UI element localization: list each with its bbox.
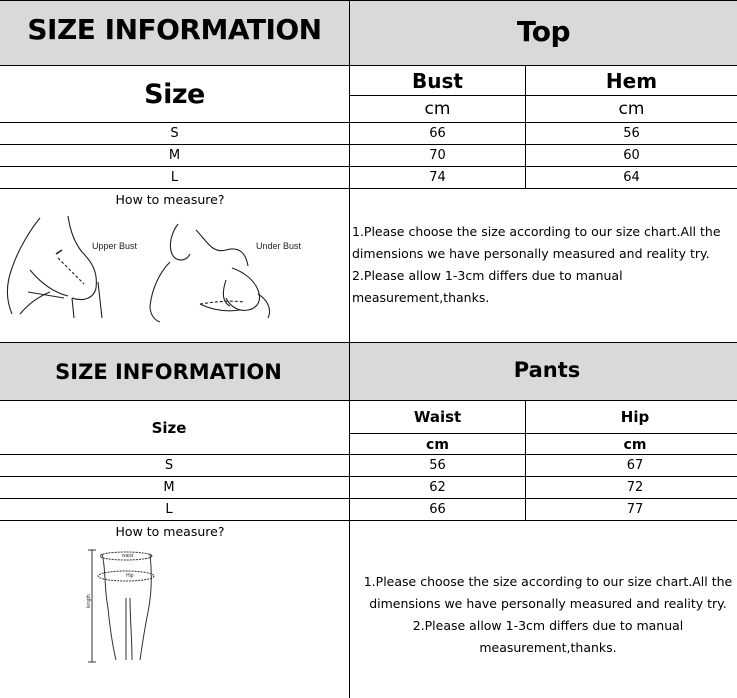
pants-heading: SIZE INFORMATION xyxy=(55,359,282,384)
table-row-size: S xyxy=(164,458,174,473)
table-cell: 66 xyxy=(429,126,446,141)
table-cell: 74 xyxy=(429,170,446,185)
top-heading: SIZE INFORMATION xyxy=(27,12,322,46)
pants-col-hip: Hip xyxy=(620,408,650,426)
pants-note-2: 2.Please allow 1-3cm differs due to manual measurement,thanks. xyxy=(412,618,684,655)
top-how-to-measure: How to measure? xyxy=(115,191,225,207)
table-row-size: M xyxy=(168,148,181,163)
table-cell: 72 xyxy=(626,480,644,495)
pants-size-label: Size xyxy=(151,418,187,437)
pants-unit-hip: cm xyxy=(623,436,647,453)
pants-unit-waist: cm xyxy=(426,436,449,453)
table-cell: 70 xyxy=(429,148,446,163)
pants-measure-illustration xyxy=(82,548,162,666)
table-cell: 56 xyxy=(623,126,640,141)
top-size-label: Size xyxy=(144,78,205,110)
top-note-2: 2.Please allow 1-3cm differs due to manual measurement,thanks. xyxy=(352,268,623,305)
top-note-1: 1.Please choose the size according to our size chart.All the dimensions we have personally measured and reality try. xyxy=(352,224,721,261)
waist-label: waist xyxy=(122,553,134,559)
top-col-bust: Bust xyxy=(412,68,463,93)
table-row-size: L xyxy=(170,170,179,185)
top-section-title: Top xyxy=(516,14,571,48)
length-label: length xyxy=(86,594,92,608)
top-col-hem: Hem xyxy=(605,68,658,93)
bust-measure-illustration xyxy=(0,210,330,325)
top-unit-hem: cm xyxy=(618,99,645,119)
table-cell: 77 xyxy=(626,502,644,517)
pants-note-1: 1.Please choose the size according to our size chart.All the dimensions we have personally measured and reality try. xyxy=(363,574,733,611)
table-row-size: M xyxy=(163,480,175,495)
table-cell: 64 xyxy=(623,170,640,185)
table-cell: 56 xyxy=(429,458,446,473)
pants-col-waist: Waist xyxy=(413,408,462,426)
table-cell: 66 xyxy=(429,502,446,517)
top-unit-bust: cm xyxy=(424,99,451,119)
table-cell: 60 xyxy=(623,148,640,163)
table-cell: 62 xyxy=(429,480,446,495)
table-row-size: L xyxy=(165,502,173,517)
table-cell: 67 xyxy=(626,458,644,473)
pants-how-to-measure: How to measure? xyxy=(115,523,225,539)
upper-bust-label: Upper Bust xyxy=(92,241,138,251)
table-row-size: S xyxy=(170,126,179,141)
under-bust-label: Under Bust xyxy=(256,241,302,251)
pants-section-title: Pants xyxy=(513,358,581,382)
hip-label: Hip xyxy=(126,573,134,579)
